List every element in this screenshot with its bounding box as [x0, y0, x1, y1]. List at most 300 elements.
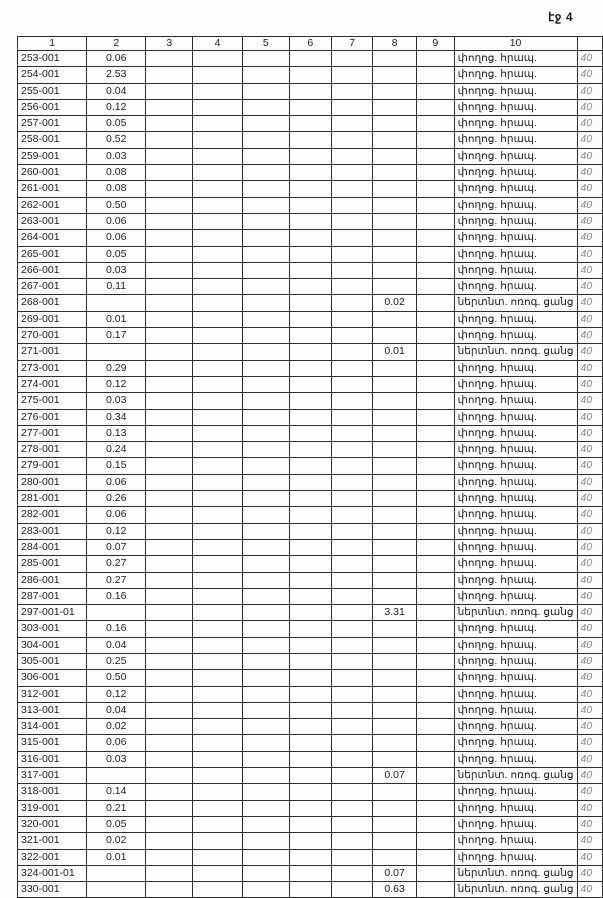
cell-parcel-code: 257-001 — [18, 116, 87, 132]
cell-col5 — [242, 539, 289, 555]
cell-col5 — [242, 653, 289, 669]
cell-land-use: փողոց. հրապ. — [454, 849, 577, 865]
cell-col8 — [373, 751, 417, 767]
cell-col6 — [289, 197, 331, 213]
cell-land-use: փողոց. հրապ. — [454, 686, 577, 702]
cell-col8 — [373, 474, 417, 490]
cell-col8 — [373, 816, 417, 832]
cell-col8 — [373, 67, 417, 83]
margin-mark: 40 — [577, 51, 602, 67]
cell-col8 — [373, 409, 417, 425]
cell-land-use: փողոց. հրապ. — [454, 572, 577, 588]
table-row — [18, 686, 603, 702]
cell-col3 — [146, 67, 193, 83]
cell-area: 0.12 — [87, 99, 146, 115]
cell-col3 — [146, 393, 193, 409]
cell-col6 — [289, 507, 331, 523]
cell-col7 — [331, 262, 372, 278]
cell-col9 — [416, 702, 454, 718]
table-row — [18, 784, 603, 800]
table-row — [18, 132, 603, 148]
cell-col4 — [193, 262, 243, 278]
cell-parcel-code: 256-001 — [18, 99, 87, 115]
margin-mark: 40 — [577, 295, 602, 311]
cell-col3 — [146, 83, 193, 99]
cell-col7 — [331, 132, 372, 148]
cell-col4 — [193, 686, 243, 702]
cell-area: 0.06 — [87, 474, 146, 490]
cell-area: 0.05 — [87, 116, 146, 132]
cell-col7 — [331, 409, 372, 425]
cell-col7 — [331, 572, 372, 588]
cell-col5 — [242, 165, 289, 181]
cell-col9 — [416, 637, 454, 653]
cell-col9 — [416, 507, 454, 523]
cell-col4 — [193, 442, 243, 458]
table-row — [18, 67, 603, 83]
cell-col9 — [416, 865, 454, 881]
cell-col8 — [373, 523, 417, 539]
cell-parcel-code: 284-001 — [18, 539, 87, 555]
table-row — [18, 768, 603, 784]
cell-col4 — [193, 588, 243, 604]
cell-col8 — [373, 491, 417, 507]
cell-col7 — [331, 605, 372, 621]
cell-land-use: փողոց. հրապ. — [454, 702, 577, 718]
cell-col3 — [146, 751, 193, 767]
cell-col9 — [416, 230, 454, 246]
cell-land-use: փողոց. հրապ. — [454, 181, 577, 197]
cell-col7 — [331, 833, 372, 849]
cell-col3 — [146, 539, 193, 555]
cell-col8 — [373, 735, 417, 751]
cell-area: 0.08 — [87, 181, 146, 197]
cell-col3 — [146, 262, 193, 278]
cell-land-use: փողոց. հրապ. — [454, 800, 577, 816]
cell-col4 — [193, 849, 243, 865]
cell-col7 — [331, 800, 372, 816]
cell-col9 — [416, 882, 454, 898]
cell-land-use: փողոց. հրապ. — [454, 262, 577, 278]
cell-col8 — [373, 311, 417, 327]
cell-col9 — [416, 572, 454, 588]
cell-col6 — [289, 83, 331, 99]
cell-col8 — [373, 376, 417, 392]
cell-area: 0.06 — [87, 230, 146, 246]
cell-area: 0.24 — [87, 442, 146, 458]
cell-col5 — [242, 768, 289, 784]
cell-area — [87, 295, 146, 311]
margin-mark: 40 — [577, 132, 602, 148]
cell-col9 — [416, 51, 454, 67]
cell-parcel-code: 315-001 — [18, 735, 87, 751]
cell-area: 0.13 — [87, 425, 146, 441]
cell-land-use: փողոց. հրապ. — [454, 99, 577, 115]
cell-col4 — [193, 751, 243, 767]
cell-col7 — [331, 849, 372, 865]
cell-col8: 0.01 — [373, 344, 417, 360]
cell-col3 — [146, 458, 193, 474]
table-row — [18, 800, 603, 816]
cell-parcel-code: 278-001 — [18, 442, 87, 458]
cell-land-use: փողոց. հրապ. — [454, 409, 577, 425]
cell-col3 — [146, 882, 193, 898]
cell-land-use: փողոց. հրապ. — [454, 833, 577, 849]
cell-col4 — [193, 132, 243, 148]
cell-area — [87, 768, 146, 784]
cell-col9 — [416, 425, 454, 441]
cell-land-use: փողոց. հրապ. — [454, 213, 577, 229]
cell-parcel-code: 320-001 — [18, 816, 87, 832]
table-row — [18, 474, 603, 490]
cell-area: 0.03 — [87, 148, 146, 164]
cell-parcel-code: 287-001 — [18, 588, 87, 604]
cell-col4 — [193, 279, 243, 295]
cell-parcel-code: 271-001 — [18, 344, 87, 360]
cell-col8 — [373, 116, 417, 132]
cell-col6 — [289, 816, 331, 832]
cell-area: 0.05 — [87, 246, 146, 262]
cell-col8: 0.63 — [373, 882, 417, 898]
cell-col7 — [331, 344, 372, 360]
cell-col5 — [242, 197, 289, 213]
cell-land-use: փողոց. հրապ. — [454, 148, 577, 164]
cell-col5 — [242, 605, 289, 621]
margin-mark: 40 — [577, 360, 602, 376]
cell-col3 — [146, 865, 193, 881]
cell-col3 — [146, 474, 193, 490]
cell-parcel-code: 273-001 — [18, 360, 87, 376]
cell-col8 — [373, 670, 417, 686]
cell-col4 — [193, 51, 243, 67]
cell-col9 — [416, 816, 454, 832]
table-row — [18, 572, 603, 588]
cell-area: 0.12 — [87, 376, 146, 392]
cell-col5 — [242, 51, 289, 67]
cell-land-use: փողոց. հրապ. — [454, 719, 577, 735]
cell-col8 — [373, 442, 417, 458]
margin-mark: 40 — [577, 702, 602, 718]
cell-land-use: փողոց. հրապ. — [454, 132, 577, 148]
cell-col4 — [193, 344, 243, 360]
table-row — [18, 882, 603, 898]
table-row — [18, 588, 603, 604]
cell-land-use: փողոց. հրապ. — [454, 458, 577, 474]
cell-col5 — [242, 393, 289, 409]
cell-col7 — [331, 116, 372, 132]
cell-col9 — [416, 849, 454, 865]
cell-area: 0.07 — [87, 539, 146, 555]
table-row — [18, 865, 603, 881]
cell-parcel-code: 280-001 — [18, 474, 87, 490]
cell-col6 — [289, 458, 331, 474]
cell-col4 — [193, 311, 243, 327]
cell-col5 — [242, 474, 289, 490]
cell-col8 — [373, 246, 417, 262]
cell-col6 — [289, 686, 331, 702]
table-row — [18, 849, 603, 865]
cell-col7 — [331, 556, 372, 572]
cell-col4 — [193, 784, 243, 800]
cell-col5 — [242, 262, 289, 278]
cell-col5 — [242, 311, 289, 327]
cell-col7 — [331, 230, 372, 246]
cell-col5 — [242, 556, 289, 572]
cell-col4 — [193, 768, 243, 784]
cell-parcel-code: 281-001 — [18, 491, 87, 507]
cell-col5 — [242, 213, 289, 229]
cell-col4 — [193, 605, 243, 621]
cell-col7 — [331, 719, 372, 735]
cell-col9 — [416, 735, 454, 751]
cell-col8 — [373, 719, 417, 735]
cell-col8 — [373, 213, 417, 229]
cell-parcel-code: 276-001 — [18, 409, 87, 425]
cell-col9 — [416, 393, 454, 409]
cell-col3 — [146, 99, 193, 115]
cell-col7 — [331, 637, 372, 653]
cell-land-use: փողոց. հրապ. — [454, 360, 577, 376]
column-header: 7 — [331, 37, 372, 51]
cell-col5 — [242, 816, 289, 832]
cell-col4 — [193, 360, 243, 376]
table-row — [18, 442, 603, 458]
cell-parcel-code: 313-001 — [18, 702, 87, 718]
cell-col9 — [416, 523, 454, 539]
cell-col6 — [289, 213, 331, 229]
cell-col6 — [289, 116, 331, 132]
cell-col5 — [242, 230, 289, 246]
cell-col4 — [193, 702, 243, 718]
cell-area — [87, 605, 146, 621]
cell-col5 — [242, 751, 289, 767]
cell-col6 — [289, 99, 331, 115]
table-row — [18, 165, 603, 181]
cell-col4 — [193, 539, 243, 555]
cell-area — [87, 865, 146, 881]
margin-mark: 40 — [577, 882, 602, 898]
cell-parcel-code: 314-001 — [18, 719, 87, 735]
cell-col6 — [289, 588, 331, 604]
cell-col8 — [373, 360, 417, 376]
cell-col3 — [146, 849, 193, 865]
cell-area: 0.25 — [87, 653, 146, 669]
table-row — [18, 213, 603, 229]
cell-col3 — [146, 425, 193, 441]
cell-land-use: ներտնտ. ոռոգ. ցանց — [454, 865, 577, 881]
cell-land-use: փողոց. հրապ. — [454, 474, 577, 490]
cell-area: 0.06 — [87, 51, 146, 67]
cell-col6 — [289, 262, 331, 278]
margin-mark: 40 — [577, 181, 602, 197]
cell-parcel-code: 279-001 — [18, 458, 87, 474]
cell-col3 — [146, 605, 193, 621]
margin-mark: 40 — [577, 409, 602, 425]
cell-col6 — [289, 474, 331, 490]
cell-col8 — [373, 328, 417, 344]
cell-col9 — [416, 539, 454, 555]
margin-mark: 40 — [577, 719, 602, 735]
cell-col4 — [193, 181, 243, 197]
cell-parcel-code: 306-001 — [18, 670, 87, 686]
cell-land-use: փողոց. հրապ. — [454, 491, 577, 507]
cell-land-use: փողոց. հրապ. — [454, 393, 577, 409]
cell-col5 — [242, 719, 289, 735]
cell-col7 — [331, 51, 372, 67]
table-row — [18, 83, 603, 99]
cell-col4 — [193, 719, 243, 735]
cell-col8 — [373, 132, 417, 148]
margin-mark: 40 — [577, 605, 602, 621]
cell-col9 — [416, 197, 454, 213]
cell-col9 — [416, 246, 454, 262]
cell-area: 0.02 — [87, 719, 146, 735]
cell-col7 — [331, 67, 372, 83]
margin-mark: 40 — [577, 833, 602, 849]
table-row — [18, 344, 603, 360]
cell-col7 — [331, 653, 372, 669]
table-row — [18, 262, 603, 278]
cell-col4 — [193, 230, 243, 246]
cell-col5 — [242, 702, 289, 718]
cell-col9 — [416, 588, 454, 604]
cell-col7 — [331, 474, 372, 490]
cell-col9 — [416, 344, 454, 360]
margin-mark: 40 — [577, 262, 602, 278]
table-row — [18, 51, 603, 67]
cell-land-use: փողոց. հրապ. — [454, 588, 577, 604]
table-row — [18, 507, 603, 523]
cell-land-use: փողոց. հրապ. — [454, 539, 577, 555]
cell-col7 — [331, 165, 372, 181]
table-header-row — [18, 37, 603, 51]
cell-col6 — [289, 882, 331, 898]
margin-mark: 40 — [577, 800, 602, 816]
cell-col5 — [242, 735, 289, 751]
cell-area: 0.03 — [87, 262, 146, 278]
margin-mark: 40 — [577, 393, 602, 409]
cell-col5 — [242, 148, 289, 164]
table-row — [18, 393, 603, 409]
cell-land-use: ներտնտ. ոռոգ. ցանց — [454, 882, 577, 898]
cell-parcel-code: 330-001 — [18, 882, 87, 898]
cell-col4 — [193, 458, 243, 474]
cell-col8 — [373, 572, 417, 588]
cell-col4 — [193, 882, 243, 898]
cell-col5 — [242, 99, 289, 115]
cell-col7 — [331, 882, 372, 898]
cell-land-use: փողոց. հրապ. — [454, 67, 577, 83]
cell-col5 — [242, 295, 289, 311]
cell-col3 — [146, 197, 193, 213]
cell-col4 — [193, 295, 243, 311]
cell-parcel-code: 260-001 — [18, 165, 87, 181]
cell-col3 — [146, 213, 193, 229]
cell-land-use: փողոց. հրապ. — [454, 653, 577, 669]
margin-mark: 40 — [577, 116, 602, 132]
cell-col4 — [193, 393, 243, 409]
cell-col5 — [242, 572, 289, 588]
cell-col5 — [242, 686, 289, 702]
cell-land-use: փողոց. հրապ. — [454, 637, 577, 653]
cell-col9 — [416, 653, 454, 669]
cell-col4 — [193, 507, 243, 523]
cell-col9 — [416, 99, 454, 115]
cell-col8 — [373, 83, 417, 99]
cell-col4 — [193, 653, 243, 669]
cell-col8 — [373, 621, 417, 637]
margin-mark: 40 — [577, 442, 602, 458]
cell-col8 — [373, 800, 417, 816]
cell-area: 0.03 — [87, 393, 146, 409]
table-row — [18, 491, 603, 507]
cell-col5 — [242, 279, 289, 295]
margin-mark: 40 — [577, 686, 602, 702]
cell-col3 — [146, 181, 193, 197]
cell-col4 — [193, 409, 243, 425]
cell-col6 — [289, 539, 331, 555]
cell-area: 0.01 — [87, 849, 146, 865]
table-row — [18, 295, 603, 311]
margin-mark: 40 — [577, 425, 602, 441]
cell-col8 — [373, 197, 417, 213]
margin-mark: 40 — [577, 279, 602, 295]
cell-land-use: փողոց. հրապ. — [454, 279, 577, 295]
cell-col8 — [373, 51, 417, 67]
cell-col5 — [242, 458, 289, 474]
margin-mark: 40 — [577, 784, 602, 800]
cell-col4 — [193, 148, 243, 164]
cell-land-use: փողոց. հրապ. — [454, 670, 577, 686]
cell-col6 — [289, 376, 331, 392]
cell-col9 — [416, 132, 454, 148]
cell-col8 — [373, 148, 417, 164]
cell-col6 — [289, 328, 331, 344]
cell-col6 — [289, 148, 331, 164]
cell-col3 — [146, 409, 193, 425]
cell-col6 — [289, 800, 331, 816]
cell-col8 — [373, 588, 417, 604]
cell-col5 — [242, 800, 289, 816]
cell-col6 — [289, 735, 331, 751]
cell-col3 — [146, 491, 193, 507]
cell-parcel-code: 317-001 — [18, 768, 87, 784]
cell-col8 — [373, 393, 417, 409]
cell-col5 — [242, 882, 289, 898]
cell-col7 — [331, 295, 372, 311]
cell-col8 — [373, 849, 417, 865]
cell-col3 — [146, 653, 193, 669]
cell-col4 — [193, 83, 243, 99]
column-header: 5 — [242, 37, 289, 51]
cell-area: 0.06 — [87, 735, 146, 751]
cell-parcel-code: 286-001 — [18, 572, 87, 588]
cell-col8 — [373, 165, 417, 181]
cell-land-use: փողոց. հրապ. — [454, 376, 577, 392]
cell-col6 — [289, 409, 331, 425]
margin-mark: 40 — [577, 849, 602, 865]
cell-col8 — [373, 784, 417, 800]
page-number: էջ 4 — [548, 10, 573, 24]
cell-land-use: փողոց. հրապ. — [454, 116, 577, 132]
cell-col9 — [416, 605, 454, 621]
cell-col6 — [289, 670, 331, 686]
cell-col7 — [331, 523, 372, 539]
cell-land-use: փողոց. հրապ. — [454, 311, 577, 327]
cell-area: 0.14 — [87, 784, 146, 800]
cell-col3 — [146, 556, 193, 572]
cell-col5 — [242, 865, 289, 881]
